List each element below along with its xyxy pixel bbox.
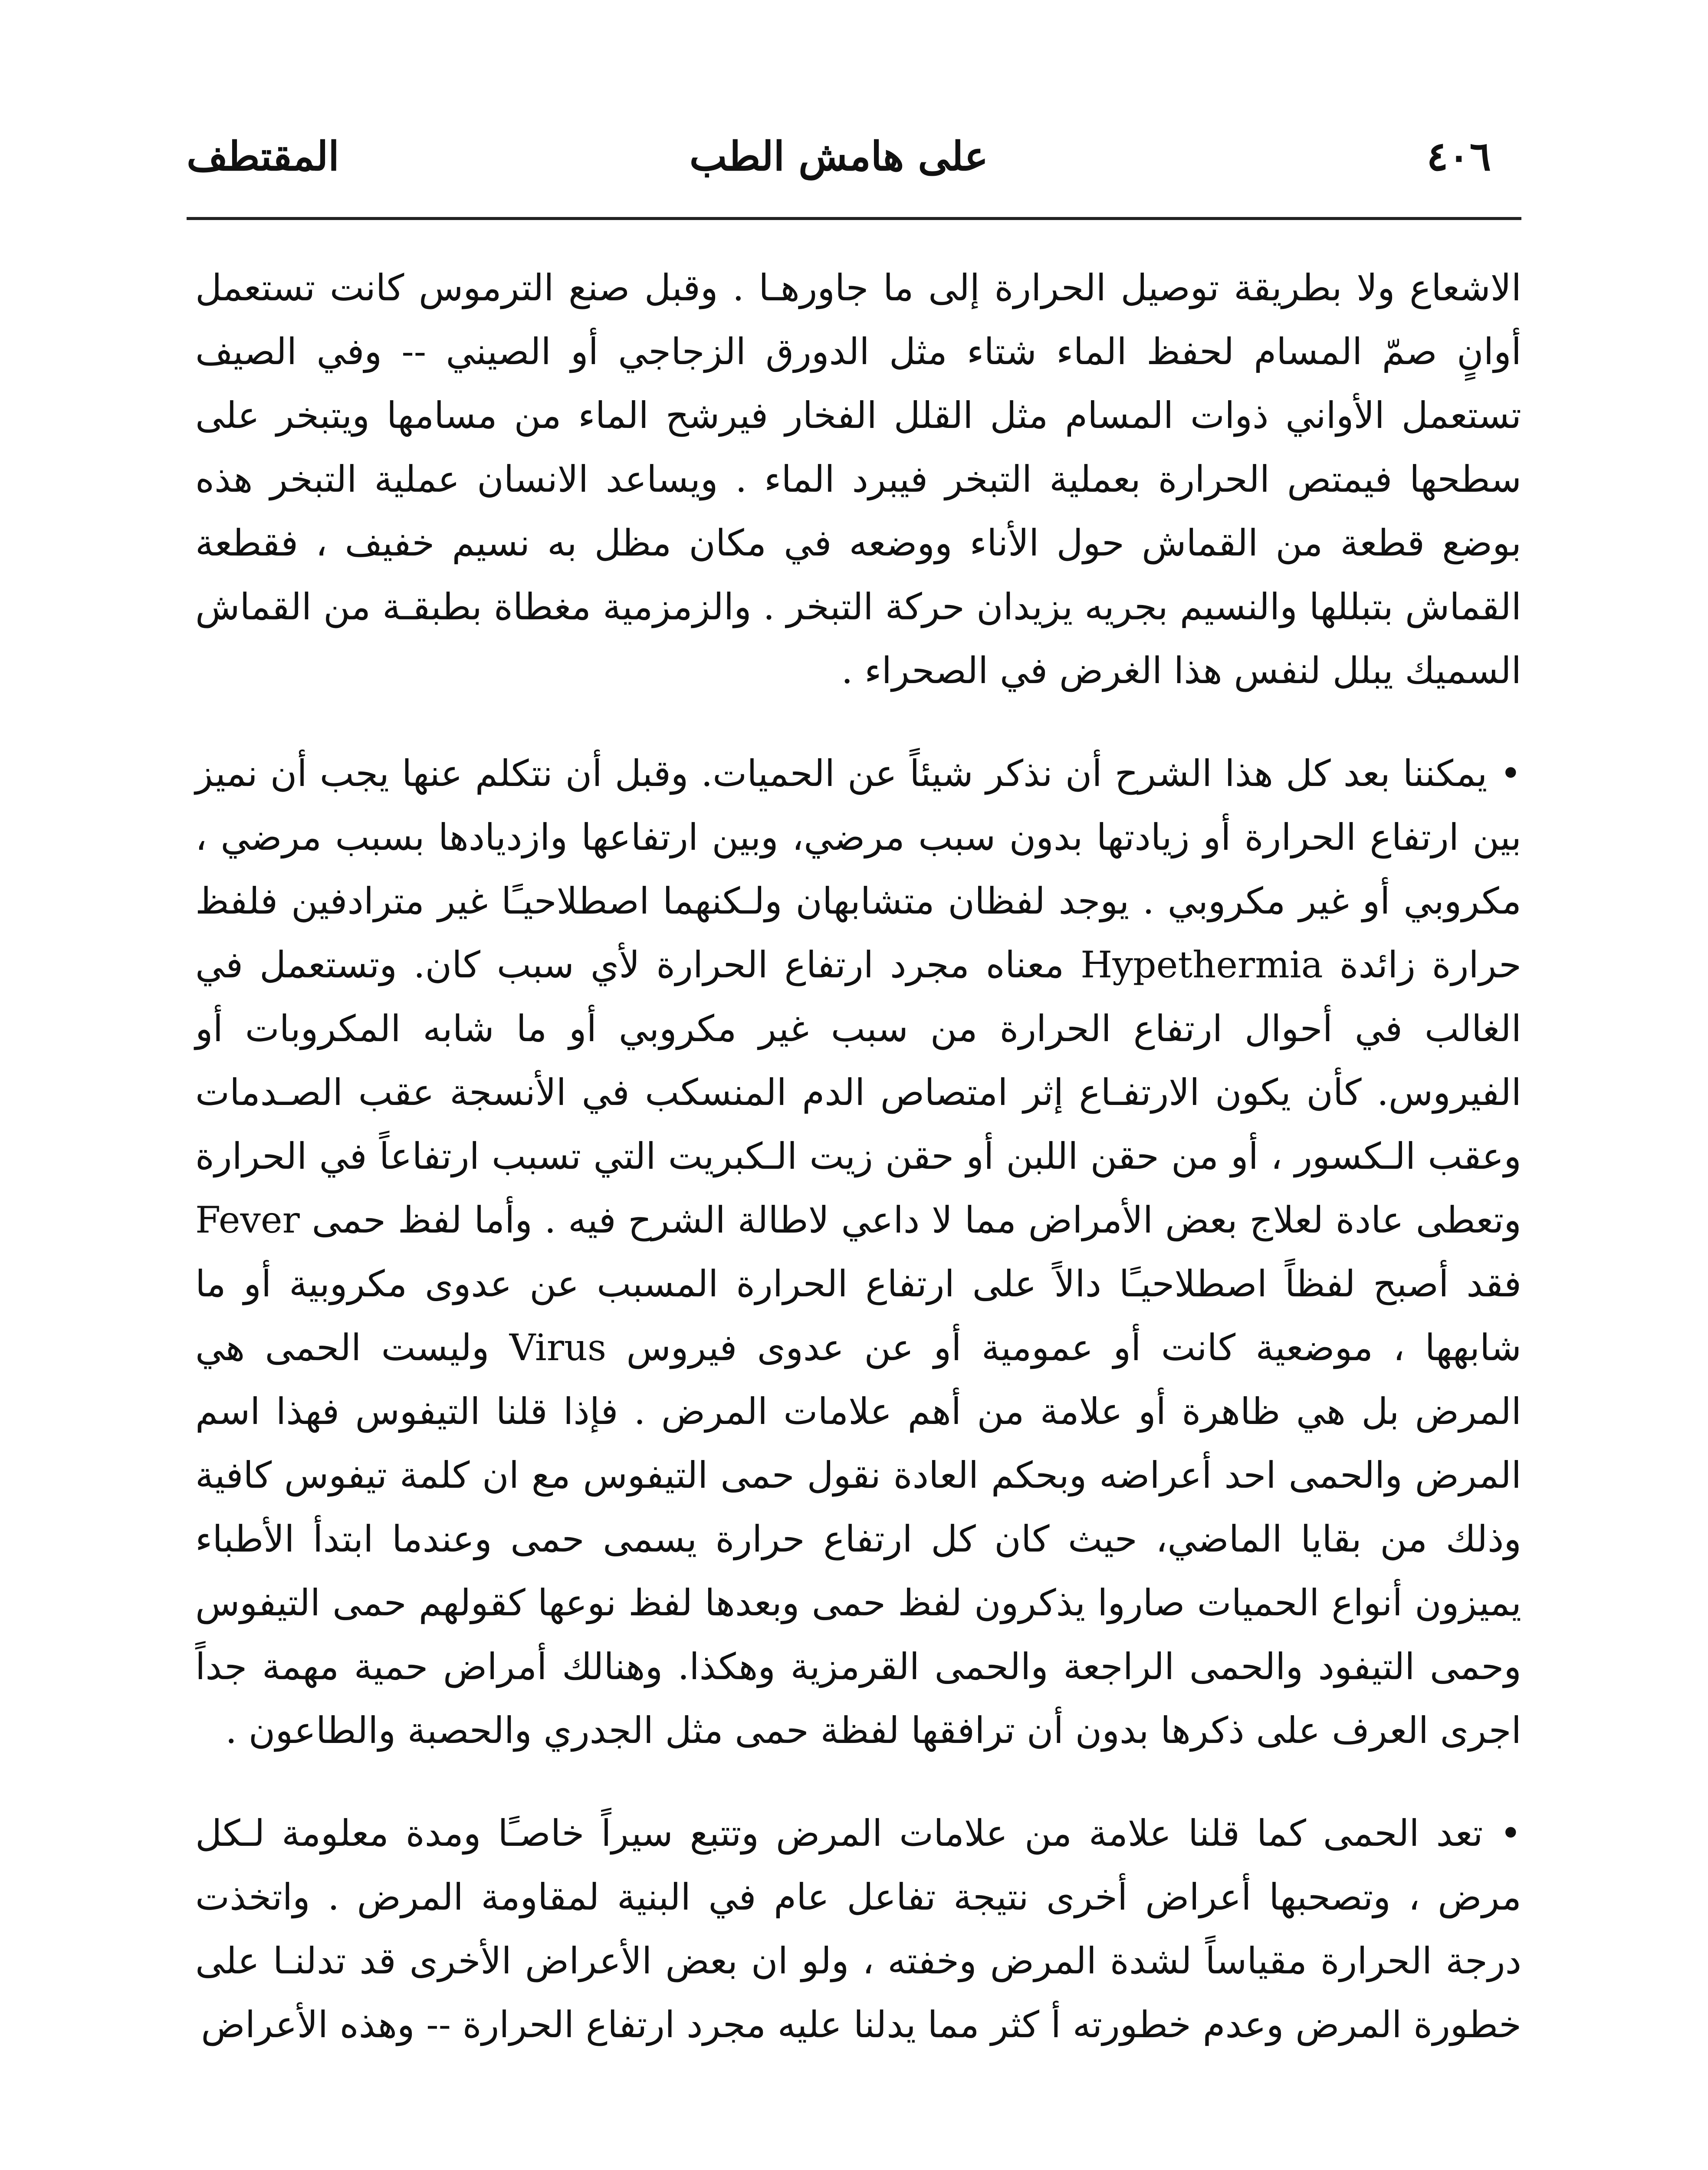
page-header xyxy=(187,126,1491,195)
paragraph-fevers: • يمكننا بعد كل هذا الشرح أن نذكر شيئاً عن الحميات. وقبل أن نتكلم عنها يجب أن نميز بين ارتفاع الحرارة أو زيادتها بدون سبب مرضي، وبين ارتفاعها وازديادها بسبب مرضي ، مكروبي أو غير مكروبي . يوجد لفظان متشابهان ولـكنهما اصطلاحيـًا غير مترادفين فلفظ حرارة زائدة Hypethermia معناه مجرد ارتفاع الحرارة لأي سبب كان. وتستعمل في الغالب في أحوال ارتفاع الحرارة من سبب غير مكروبي أو ما شابه المكروبات أو الفيروس. كأن يكون الارتفـاع إثر امتصاص الدم المنسكب في الأنسجة عقب الصـدمات وعقب الـكسور ، أو من حقن اللبن أو حقن زيت الـكبريت التي تسبب ارتفاعاً في الحرارة وتعطى عادة لعلاج بعض الأمراض مما لا داعي لاطالة الشرح فيه . وأما لفظ حمى Fever فقد أصبح لفظاً اصطلاحيـًا دالاً على ارتفاع الحرارة المسبب عن عدوى مكروبية أو ما شابهها ، موضعية كانت أو عمومية أو عن عدوى فيروس Virus وليست الحمى هي المرض بل هي ظاهرة أو علامة من أهم علامات المرض . فإذا قلنا التيفوس فهذا اسم المرض والحمى احد أعراضه وبحكم العادة نقول حمى التيفوس مع ان كلمة تيفوس كافية وذلك من بقايا الماضي، حيث كان كل ارتفاع حرارة يسمى حمى وعندما ابتدأ الأطباء يميزون أنواع الحميات صاروا يذكرون لفظ حمى وبعدها لفظ نوعها كقولهم حمى التيفوس وحمى التيفود والحمى الراجعة والحمى القرمزية وهكذا. وهنالك أمراض حمية مهمة جداً اجرى العرف على ذكرها بدون أن ترافقها لفظة حمى مثل الجدري والحصبة والطاعون . xyxy=(195,752,1522,1752)
running-title: على هامش الطب xyxy=(689,133,989,180)
body-text xyxy=(195,256,1521,2057)
journal-name: المقتطف xyxy=(187,133,339,180)
page-number: ٤٠٦ xyxy=(1426,133,1491,180)
paragraph-fever-signs: • تعد الحمى كما قلنا علامة من علامات المرض وتتبع سيراً خاصـًا ومدة معلومة لـكل مرض ، وتصحبها أعراض أخرى نتيجة تفاعل عام في البنية لمقاومة المرض . واتخذت درجة الحرارة مقياساً لشدة المرض وخفته ، ولو ان بعض الأعراض الأخرى قد تدلنـا على خطورة المرض وعدم خطورته أ كثر مما يدلنا عليه مجرد ارتفاع الحرارة -- وهذه الأعراض xyxy=(195,1812,1521,2046)
header-divider xyxy=(187,217,1521,220)
paragraph-thermos: الاشعاع ولا بطريقة توصيل الحرارة إلى ما جاورهـا . وقبل صنع الترموس كانت تستعمل أوانٍ صمّ المسام لحفظ الماء شتاء مثل الدورق الزجاجي أو الصيني -- وفي الصيف تستعمل الأواني ذوات المسام مثل القلل الفخار فيرشح الماء من مسامها ويتبخر على سطحها فيمتص الحرارة بعملية التبخر فيبرد الماء . ويساعد الانسان عملية التبخر هذه بوضع قطعة من القماش حول الأناء ووضعه في مكان مظل به نسيم خفيف ، فقطعة القماش بتبللها والنسيم بجريه يزيدان حركة التبخر . والزمزمية مغطاة بطبقـة من القماش السميك يبلل لنفس هذا الغرض في الصحراء . xyxy=(195,266,1521,692)
